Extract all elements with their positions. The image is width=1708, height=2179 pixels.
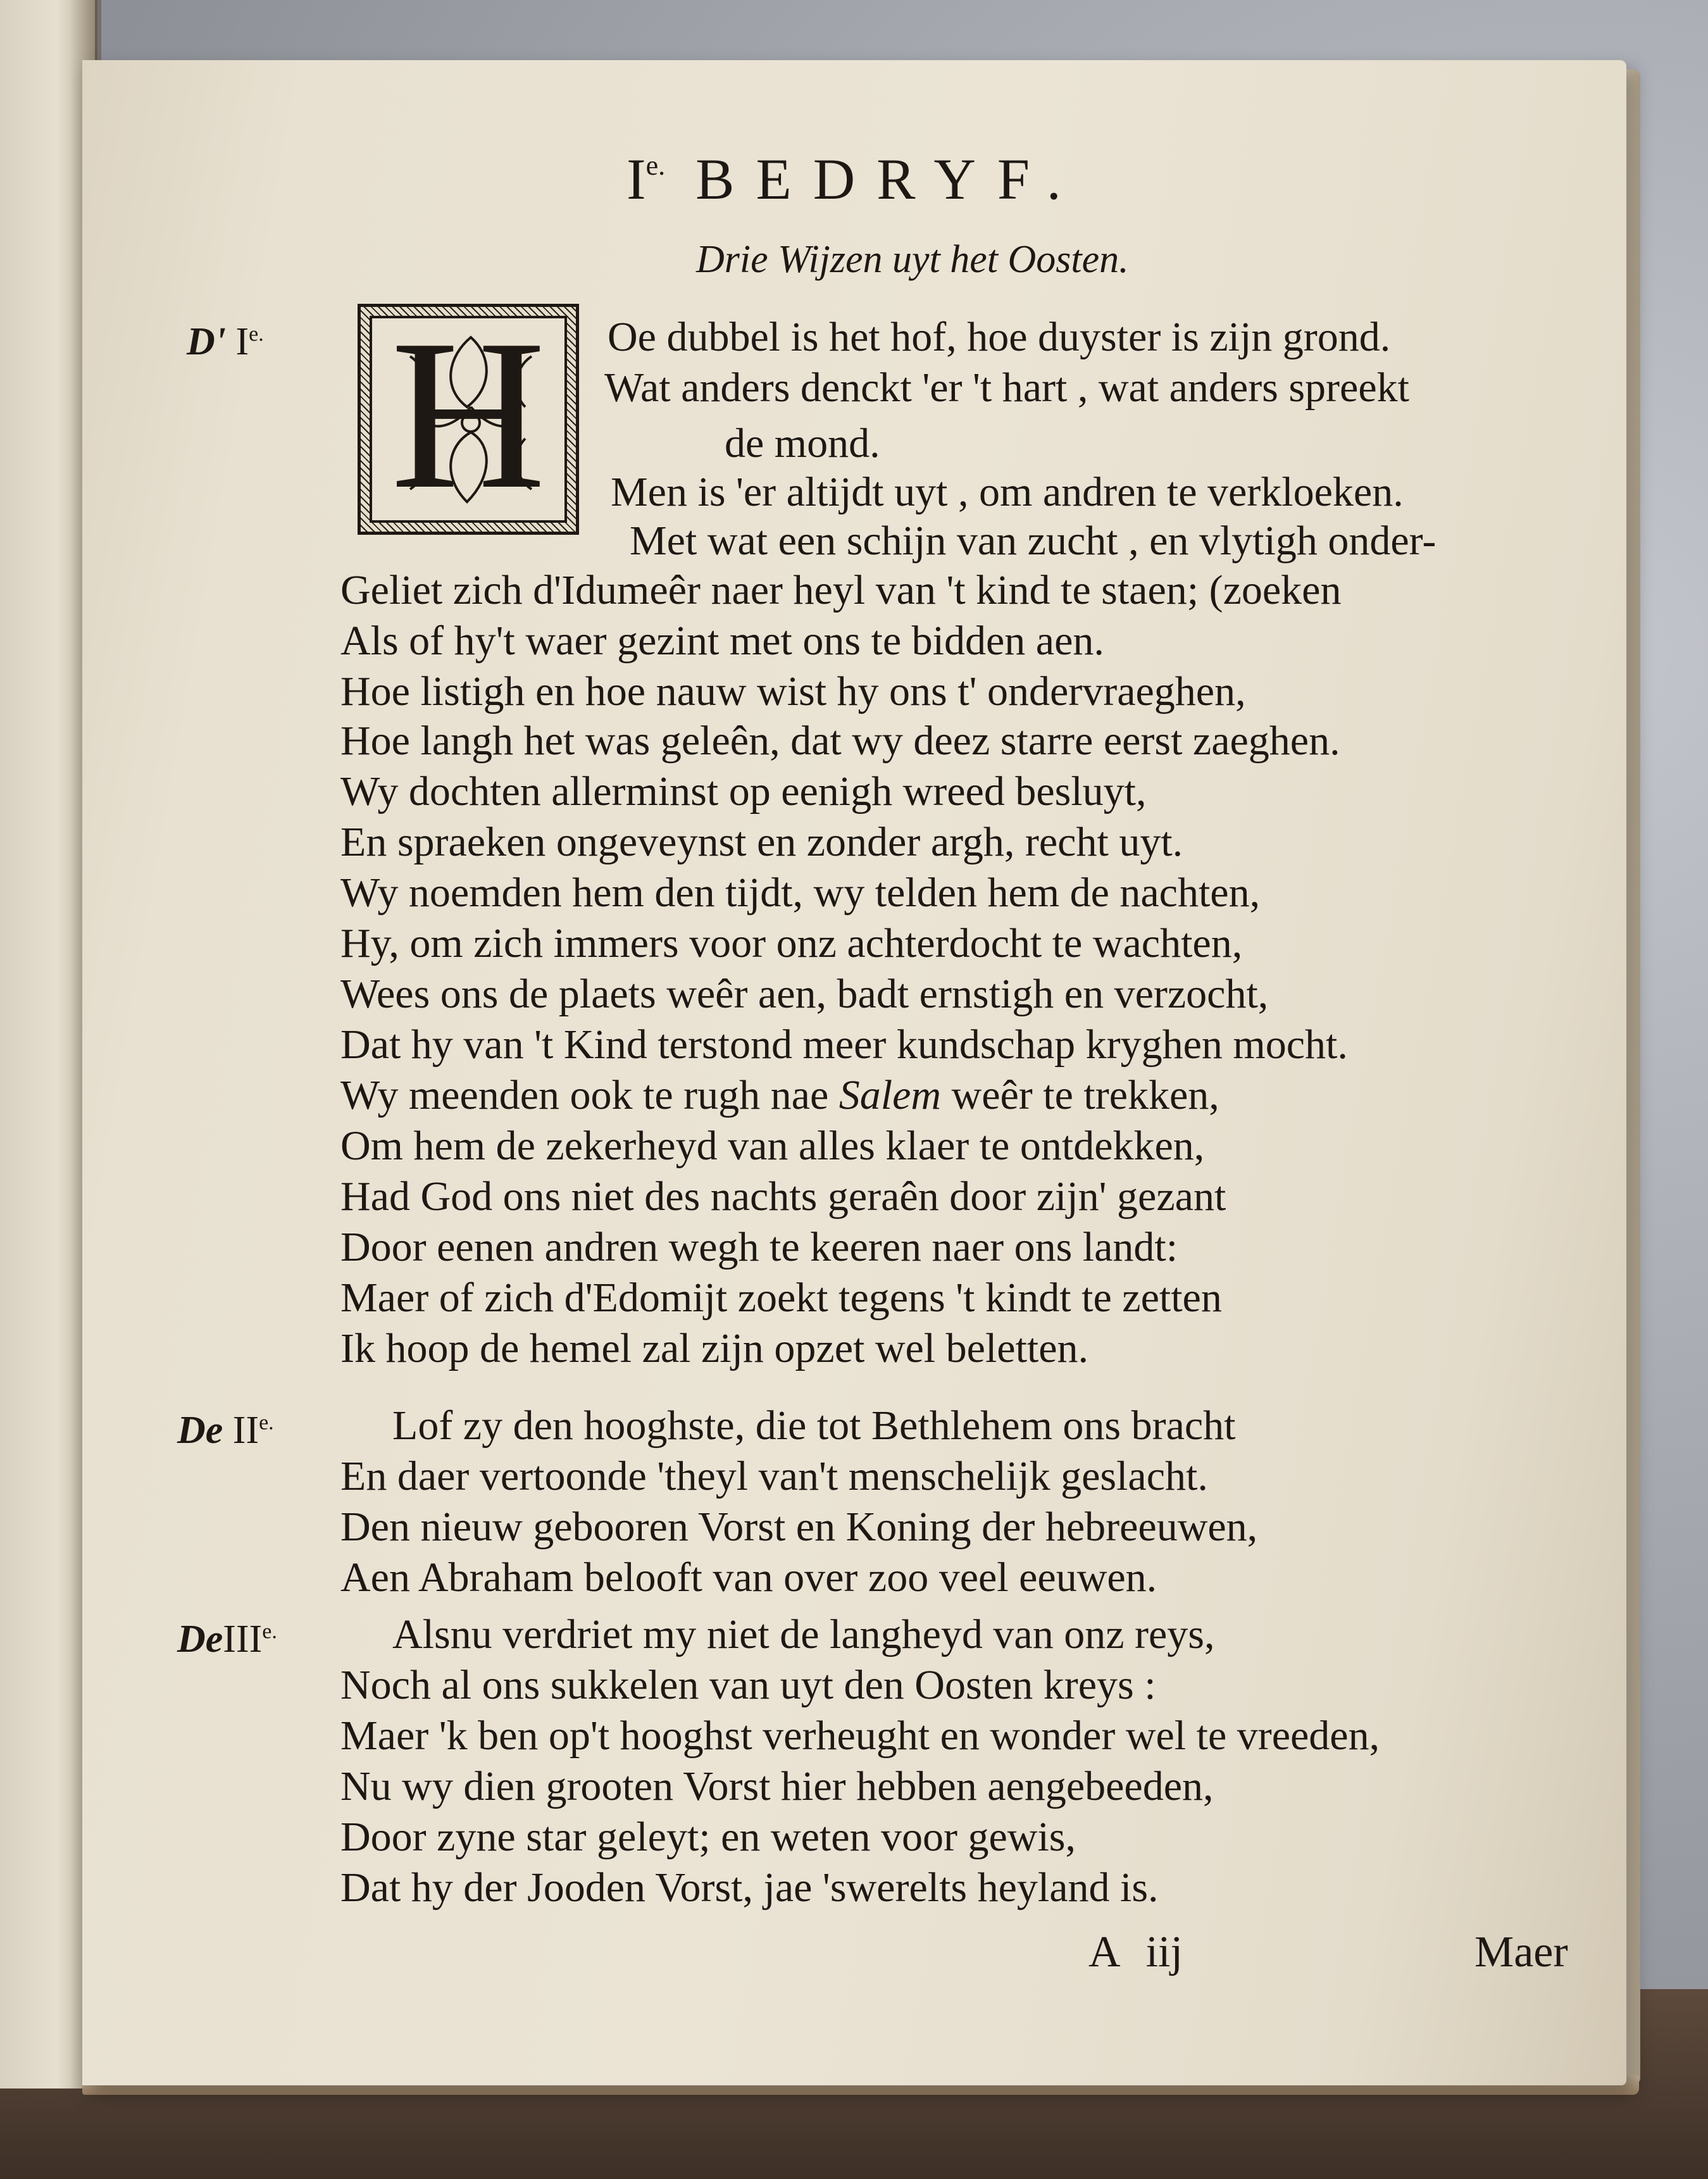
- verse-line: Dat hy der Jooden Vorst, jae 'swerelts heyland is.: [340, 1864, 1159, 1911]
- catchword: Maer: [1474, 1928, 1568, 1976]
- signature-mark: A iij: [1088, 1928, 1183, 1976]
- verse-line: Maer 'k ben op't hooghst verheught en wonder wel te vreeden,: [340, 1713, 1380, 1759]
- verse-line: Had God ons niet des nachts geraên door zijn' gezant: [340, 1173, 1226, 1220]
- initial-frame: [370, 295, 567, 534]
- decorative-initial: [358, 295, 579, 535]
- act-header: [626, 146, 1083, 213]
- verse-line: Dat hy van 't Kind terstond meer kundschap kryghen mocht.: [340, 1021, 1348, 1068]
- verse-line-salem: Wy meenden ook te rugh nae Salem weêr te trekken,: [340, 1072, 1219, 1118]
- speaker-label-first: D' $I^{e.}$: [187, 320, 264, 363]
- verse-line: Alsnu verdriet my niet de langheyd van onz reys,: [392, 1611, 1215, 1658]
- verse-line: Wy noemden hem den tijdt, wy telden hem de nachten,: [340, 870, 1261, 916]
- verse-line: Hoe listigh en hoe nauw wist hy ons t' ondervraeghen,: [340, 668, 1246, 715]
- verse-line: Om hem de zekerheyd van alles klaer te ontdekken,: [340, 1123, 1205, 1169]
- verse-line: Door zyne star geleyt; en weten voor gewis,: [340, 1814, 1076, 1860]
- verse-line: Men is 'er altijdt uyt , om andren te verkloeken.: [611, 469, 1404, 515]
- initial-letter: H: [390, 295, 546, 534]
- verse-line: Lof zy den hooghste, die tot Bethlehem ons bracht: [392, 1402, 1236, 1449]
- speaker-label-second: De $II^{e.}$: [177, 1409, 274, 1452]
- verse-line: Wees ons de plaets weêr aen, badt ernstigh en verzocht,: [340, 971, 1269, 1017]
- page-fore-edge: [1626, 70, 1640, 2085]
- verse-line: Wy dochten allerminst op eenigh wreed besluyt,: [340, 768, 1147, 815]
- verse-line: Hoe langh het was geleên, dat wy deez starre eerst zaeghen.: [340, 718, 1340, 764]
- verse-line: Wat anders denckt 'er 't hart , wat anders spreekt: [604, 365, 1409, 411]
- verse-line: En daer vertoonde 'theyl van't menschelijk geslacht.: [340, 1453, 1208, 1499]
- verse-line: Geliet zich d'Idumeêr naer heyl van 't kind te staen; (zoeken: [340, 567, 1342, 613]
- verse-line: Maer of zich d'Edomijt zoekt tegens 't kindt te zetten: [340, 1275, 1222, 1321]
- verse-line: Hy, om zich immers voor onz achterdocht te wachten,: [340, 920, 1243, 966]
- verse-line: Met wat een schijn van zucht , en vlytigh onder-: [630, 518, 1437, 564]
- verse-line: de mond.: [725, 420, 880, 466]
- verse-line: Noch al ons sukkelen van uyt den Oosten kreys :: [340, 1662, 1156, 1708]
- act-number: $I^{e.}$: [626, 147, 666, 211]
- verse-line: Nu wy dien grooten Vorst hier hebben aengebeeden,: [340, 1763, 1214, 1809]
- verse-line: Den nieuw gebooren Vorst en Koning der hebreeuwen,: [340, 1504, 1258, 1550]
- speaker-label-third: DeIII$^{e.}$: [177, 1618, 277, 1661]
- verse-line: Oe dubbel is het hof, hoe duyster is zijn grond.: [608, 314, 1391, 360]
- verse-line: Ik hoop de hemel zal zijn opzet wel beletten.: [340, 1325, 1089, 1371]
- verse-line: Als of hy't waer gezint met ons te bidden aen.: [340, 618, 1104, 664]
- place-name-salem: Salem: [838, 1072, 942, 1118]
- verse-line: En spraeken ongeveynst en zonder argh, recht uyt.: [340, 819, 1183, 865]
- act-title: BEDRYF.: [695, 147, 1083, 211]
- scene-heading: Drie Wijzen uyt het Oosten.: [696, 238, 1129, 281]
- verse-line: Aen Abraham belooft van over zoo veel eeuwen.: [340, 1554, 1157, 1601]
- verse-line: Door eenen andren wegh te keeren naer ons landt:: [340, 1224, 1178, 1270]
